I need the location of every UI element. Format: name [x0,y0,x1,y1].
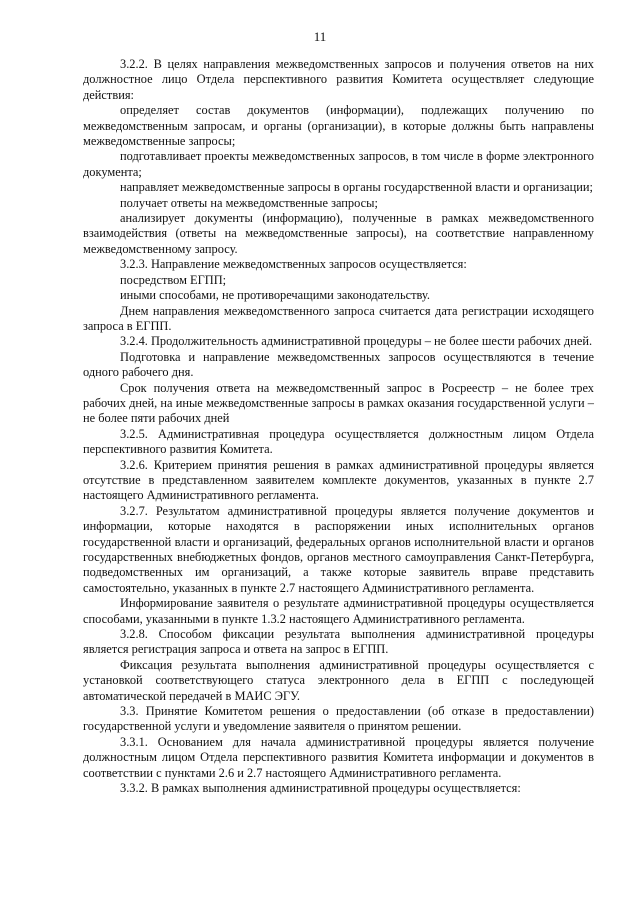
paragraph: Днем направления межведомственного запроса считается дата регистрации исходящего запроса в ЕГПП. [83,303,594,333]
paragraph: Фиксация результата выполнения административной процедуры осуществляется с установкой соответствующего статуса электронного дела в ЕГПП с последующей автоматической передачей в МАИС ЭГУ. [83,657,594,703]
paragraph: анализирует документы (информацию), полученные в рамках межведомственного взаимодействия (ответы на межведомственные запросы), на соответствие направленному межведомственному запросу. [83,211,594,256]
paragraph: 3.2.2. В целях направления межведомственных запросов и получения ответов на них должностное лицо Отдела перспективного развития Комитета осуществляет следующие действия: [83,57,594,102]
document-body [83,57,594,797]
paragraph: Информирование заявителя о результате административной процедуры осуществляется способами, указанными в пункте 1.3.2 настоящего Административного регламента. [83,596,594,626]
paragraph: подготавливает проекты межведомственных запросов, в том числе в форме электронного документа; [83,149,594,179]
paragraph: посредством ЕГПП; [120,272,227,287]
paragraph: направляет межведомственные запросы в органы государственной власти и организации; [120,180,593,195]
paragraph: 3.2.7. Результатом административной процедуры является получение документов и информации, которые находятся в распоряжении иных исполнительных органов государственной власти и организаций, федеральных органов исполнительной власти и органов государственных внебюджетных фондов, органов местного самоуправления Санкт-Петербурга, подведомственных им организаций, а также которые заявитель вправе представить самостоятельно, указанных в пункте 2.7 настоящего Административного регламента. [83,503,594,595]
paragraph: 3.2.4. Продолжительность административной процедуры – не более шести рабочих дней. [120,334,593,349]
paragraph: 3.3. Принятие Комитетом решения о предоставлении (об отказе в предоставлении) государственной услуги и уведомление заявителя о принятом решении. [83,704,594,734]
paragraph: 3.3.1. Основанием для начала административной процедуры является получение должностным лицом Отдела перспективного развития Комитета информации и документов в соответствии с пунктами 2.6 и 2.7 настоящего Административного регламента. [83,734,594,780]
paragraph: определяет состав документов (информации), подлежащих получению по межведомственным запросам, и органы (организации), в которые должны быть направлены межведомственные запросы; [83,103,594,149]
paragraph: 3.2.3. Направление межведомственных запросов осуществляется: [120,257,467,272]
paragraph: 3.3.2. В рамках выполнения административной процедуры осуществляется: [120,781,521,796]
paragraph: получает ответы на межведомственные запросы; [120,195,378,210]
paragraph: 3.2.5. Административная процедура осуществляется должностным лицом Отдела перспективного развития Комитета. [83,426,594,457]
paragraph: Подготовка и направление межведомственных запросов осуществляются в течение одного рабочего дня. [83,349,594,380]
page-number: 11 [313,29,327,44]
paragraph: Срок получения ответа на межведомственный запрос в Росреестр – не более трех рабочих дней, на иные межведомственные запросы в рамках оказания государственной услуги – не более пяти рабочих дней [83,380,594,426]
paragraph: 3.2.6. Критерием принятия решения в рамках административной процедуры является отсутствие в представленном заявителем комплекте документов, указанных в пункте 2.7 настоящего Административного регламента. [83,457,594,503]
paragraph: иными способами, не противоречащими законодательству. [120,288,430,303]
paragraph: 3.2.8. Способом фиксации результата выполнения административной процедуры является регистрация запроса и ответа на запрос в ЕГПП. [83,627,594,657]
